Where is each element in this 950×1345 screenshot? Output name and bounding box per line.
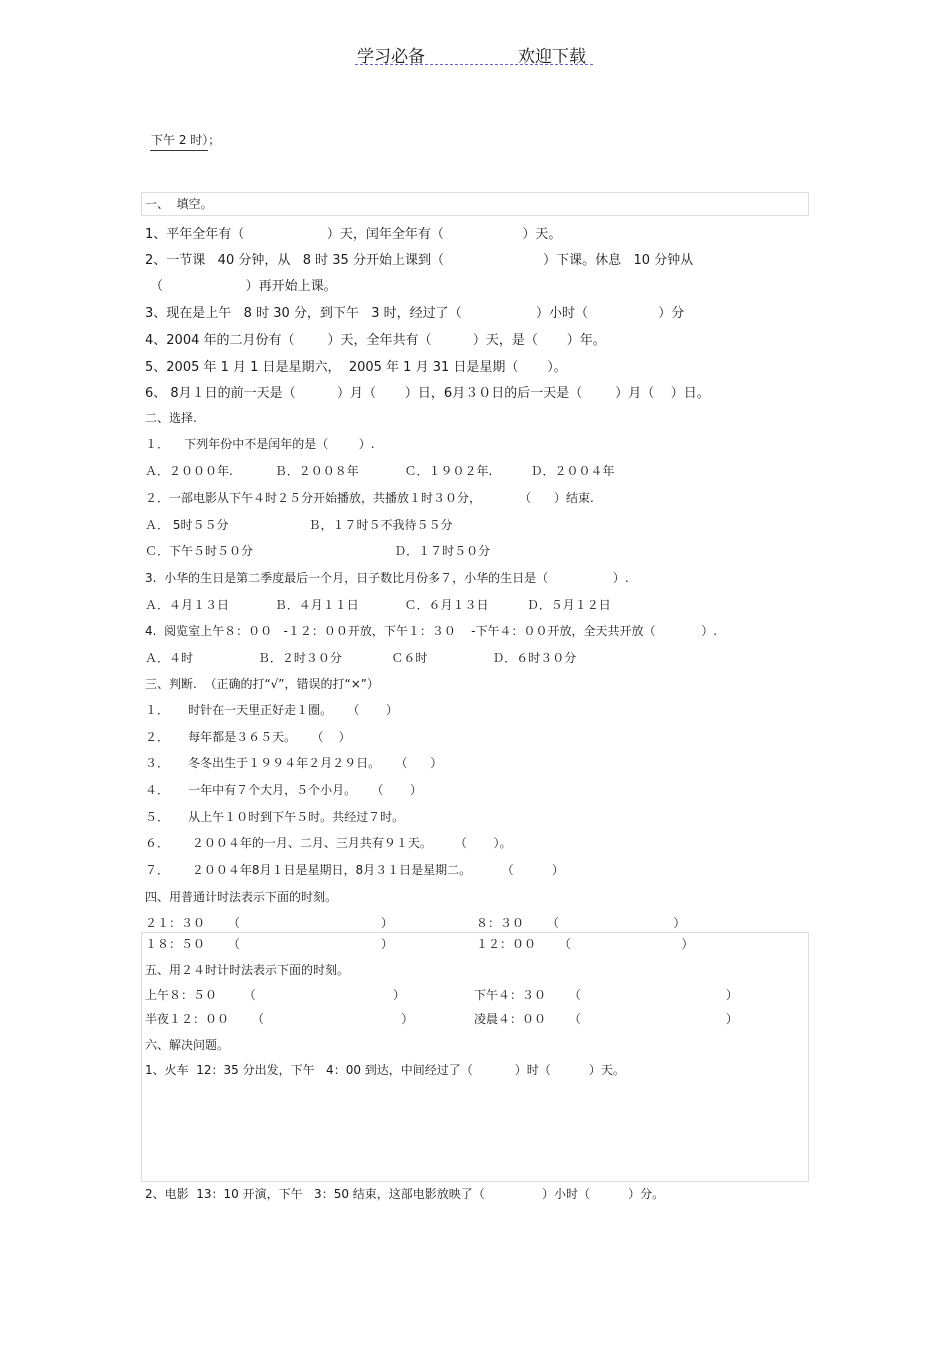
s3-item: ４． 一年中有７个大月，５个小月。 （ ） — [145, 783, 423, 797]
section-6-title: 六、解决问题。 — [145, 1038, 230, 1052]
s4-row-2-left: １８：５０ （ ） — [145, 937, 394, 951]
s2-question-4: 4. 阅览室上午８：００ -１２：００开放，下午１：３０ -下午４：００开放，全天共开放（ ）. — [145, 624, 718, 638]
s2-question-2-options-2: Ｃ．下午５时５０分 Ｄ．１７时５０分 — [145, 544, 491, 558]
s5-row-2-right: 凌晨４：００ （ ） — [474, 1012, 738, 1026]
s2-question-1: １． 下列年份中不是闰年的是（ ）. — [145, 437, 375, 451]
s2-question-1-options: Ａ．２０００年. Ｂ．２００８年 Ｃ．１９０２年. Ｄ．２００４年 — [145, 464, 615, 478]
s4-row-2-right: １２：００ （ ） — [476, 937, 694, 951]
s3-item: ６． ２００４年的一月、二月、三月共有９１天。 （ ）。 — [145, 836, 512, 850]
section-4-title: 四、用普通计时法表示下面的时刻。 — [145, 890, 338, 904]
s1-question-6: 6、 8月１日的前一天是（ ）月（ ）日，6月３０日的后一天是（ ）月（ ）日。 — [145, 386, 710, 401]
section-5-title: 五、用２４时计时法表示下面的时刻。 — [145, 963, 350, 977]
s3-item: ７． ２００４年8月１日是星期日，8月３１日是星期二。 （ ） — [145, 863, 564, 877]
s2-question-4-options: Ａ．４时 Ｂ．２时３０分 Ｃ６时 Ｄ．６时３０分 — [145, 651, 577, 665]
s5-row-1-left: 上午８：５０ （ ） — [145, 988, 406, 1002]
s3-item: １． 时针在一天里正好走１圈。 （ ） — [145, 703, 399, 717]
s3-item: ３． 冬冬出生于１９９４年２月２９日。 （ ） — [145, 756, 443, 770]
section-frame-top — [141, 192, 809, 216]
s6-question-2: 2、电影 13：10 开演，下午 3：50 结束，这部电影放映了（ ）小时（ ）分。 — [145, 1187, 665, 1201]
s1-question-2-cont: （ ）再开始上课。 — [150, 279, 337, 294]
s1-question-3: 3、现在是上午 8 时 30 分，到下午 3 时，经过了（ ）小时（ ）分 — [145, 306, 685, 321]
s2-question-3-options: Ａ．４月１３日 Ｂ．４月１１日 Ｃ．６月１３日 Ｄ．５月１２日 — [145, 598, 611, 612]
s4-row-1-left: ２１：３０ （ ） — [145, 916, 394, 930]
s1-question-2: 2、一节课 40 分钟，从 8 时 35 分开始上课到（ ）下课。休息 10 分钟从 — [145, 253, 694, 268]
s2-question-2: ２．一部电影从下午４时２５分开始播放，共播放１时３０分， （ ）结束. — [145, 491, 594, 505]
section-3-title: 三、判断. （正确的打“√”，错误的打“×”） — [145, 677, 380, 691]
section-2-title: 二、选择. — [145, 411, 197, 425]
header-right: 欢迎下载 — [518, 47, 586, 67]
s1-question-4: 4、2004 年的二月份有（ ）天，全年共有（ ）天，是（ ）年。 — [145, 333, 606, 348]
page-fragment: 下午 2 时）； — [151, 133, 221, 147]
s1-question-1: 1、平年全年有（ ）天，闰年全年有（ ）天。 — [145, 227, 562, 242]
s1-question-5: 5、2005 年 1 月 1 日是星期六， 2005 年 1 月 31 日是星期（ ）。 — [145, 360, 567, 375]
s2-question-2-options-1: Ａ． 5时５５分 Ｂ，１７时５不我待５５分 — [145, 518, 453, 532]
s2-question-3: 3. 小华的生日是第二季度最后一个月，日子数比月份多７，小华的生日是（ ）. — [145, 571, 629, 585]
header-divider — [355, 64, 593, 65]
s3-item: ２． 每年都是３６５天。 （ ） — [145, 730, 351, 744]
s4-row-1-right: ８：３０ （ ） — [476, 916, 686, 930]
fragment-underline — [150, 150, 208, 151]
header-left: 学习必备 — [357, 47, 425, 67]
s5-row-1-right: 下午４：３０ （ ） — [474, 988, 738, 1002]
section-1-title: 一、 填空。 — [145, 197, 213, 211]
s3-item: ５． 从上午１０时到下午５时。共经过７时。 — [145, 810, 405, 824]
s6-question-1: 1、火车 12：35 分出发，下午 4：00 到达，中间经过了（ ）时（ ）天。 — [145, 1063, 625, 1077]
s5-row-2-left: 半夜１２：００ （ ） — [145, 1012, 414, 1026]
